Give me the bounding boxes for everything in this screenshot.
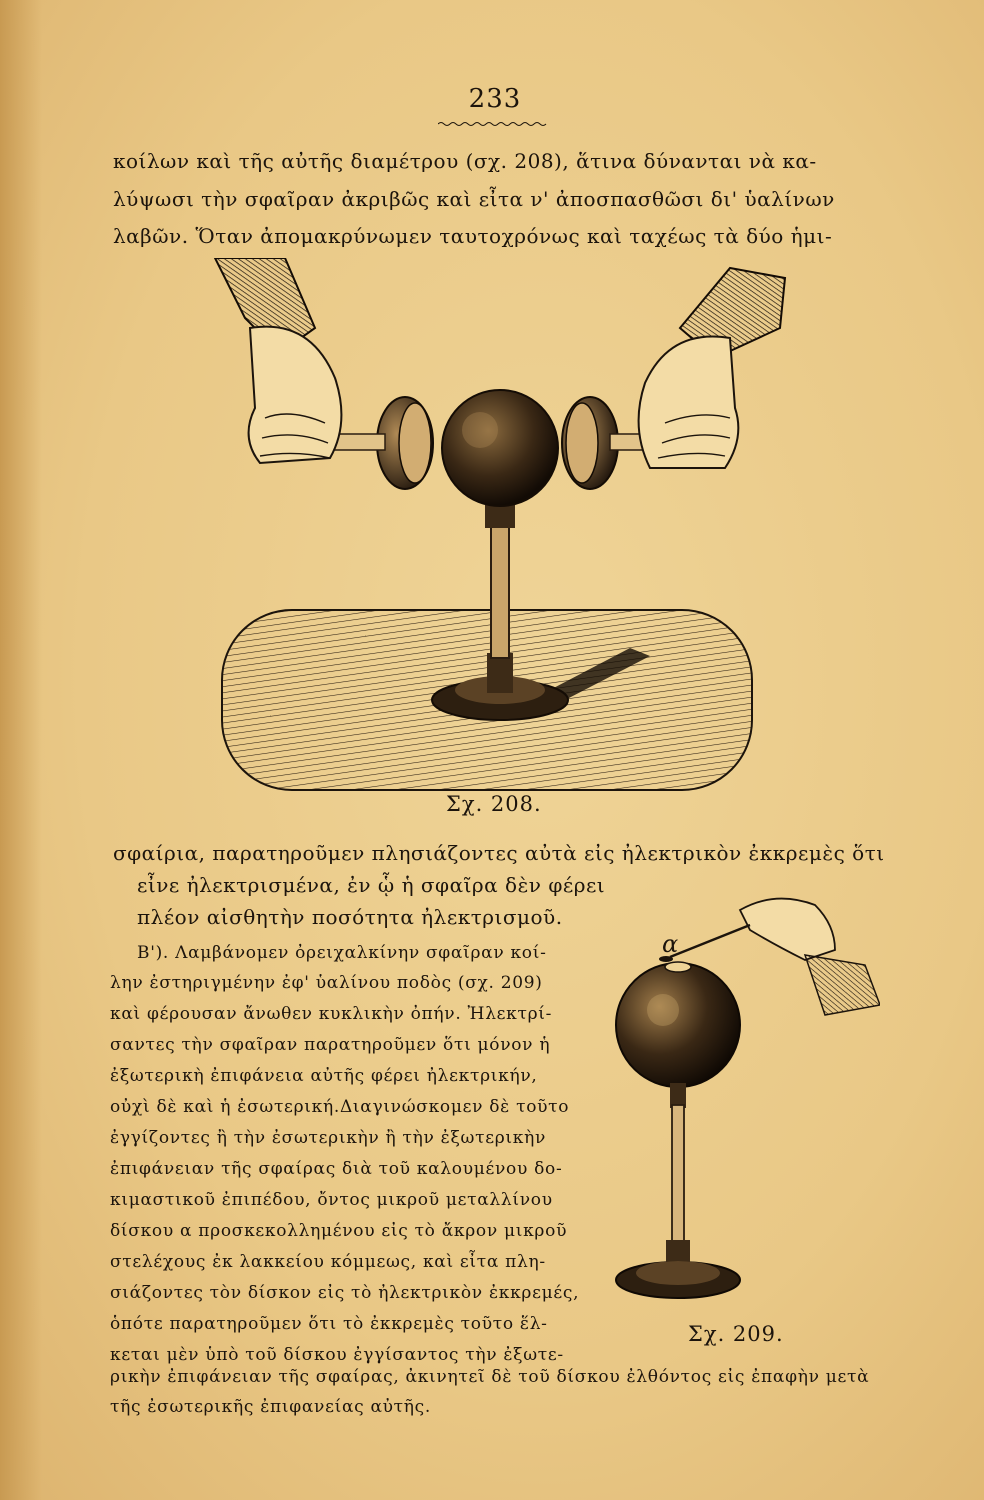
text-line: στελέχους ἐκ λακκείου κόμμεως, καὶ εἶτα πλη- [110,1252,546,1272]
text-line: κεται μὲν ὑπὸ τοῦ δίσκου ἐγγίσαντος τὴν ἐξωτε- [110,1345,564,1365]
text-line: Β'). Λαμβάνομεν ὀρειχαλκίνην σφαῖραν κοί- [137,943,547,963]
text-line: λύψωσι τὴν σφαῖραν ἀκριβῶς καὶ εἶτα ν' ἀποσπασθῶσι δι' ὑαλίνων [113,187,835,211]
text-line: λαβῶν. Ὅταν ἀπομακρύνωμεν ταυτοχρόνως καὶ ταχέως τὰ δύο ἡμι- [113,224,833,248]
text-line: σαντες τὴν σφαῖραν παρατηροῦμεν ὅτι μόνον ἡ [110,1035,551,1055]
figure-208-caption: Σχ. 208. [446,792,542,816]
text-line: εἶνε ἠλεκτρισμένα, ἐν ᾧ ἡ σφαῖρα δὲν φέρει [137,873,606,897]
text-line: οὐχὶ δὲ καὶ ἡ ἐσωτερική.Διαγινώσκομεν δὲ τοῦτο [110,1097,570,1117]
text-line: τῆς ἐσωτερικῆς ἐπιφανείας αὐτῆς. [110,1397,431,1417]
figure-208-illustration [210,258,790,798]
text-line: ρικὴν ἐπιφάνειαν τῆς σφαίρας, ἀκινητεῖ δὲ τοῦ δίσκου ἐλθόντος εἰς ἐπαφὴν μετὰ [110,1367,870,1387]
text-line: κοίλων καὶ τῆς αὐτῆς διαμέτρου (σχ. 208), ἅτινα δύνανται νὰ κα- [113,149,817,173]
text-line: πλέον αἰσθητὴν ποσότητα ἠλεκτρισμοῦ. [137,905,563,929]
text-line: λην ἐστηριγμένην ἐφ' ὑαλίνου ποδὸς (σχ. 209) [110,973,543,993]
text-line: ἐξωτερικὴ ἐπιφάνεια αὐτῆς φέρει ἠλεκτρικήν, [110,1066,538,1086]
text-line: καὶ φέρουσαν ἄνωθεν κυκλικὴν ὀπήν. Ἠλεκτρί- [110,1004,553,1024]
figure-209-label-a: α [662,930,680,958]
text-line: δίσκου α προσκεκολλημένου εἰς τὸ ἄκρον μικροῦ [110,1221,568,1241]
text-line: ἐπιφάνειαν τῆς σφαίρας διὰ τοῦ καλουμένου δο- [110,1159,563,1179]
text-line: σφαίρια, παρατηροῦμεν πλησιάζοντες αὐτὰ εἰς ἠλεκτρικὸν ἐκκρεμὲς ὅτι [113,841,885,865]
text-line: κιμαστικοῦ ἐπιπέδου, ὄντος μικροῦ μεταλλίνου [110,1190,553,1210]
text-line: ὁπότε παρατηροῦμεν ὅτι τὸ ἐκκρεμὲς τοῦτο ἕλ- [110,1314,548,1334]
page-edge-shadow [0,0,42,1500]
text-line: σιάζοντες τὸν δίσκον εἰς τὸ ἠλεκτρικὸν ἐκκρεμές, [110,1283,580,1303]
page-number: 233 [468,84,522,114]
text-line: ἐγγίζοντες ἢ τὴν ἐσωτερικὴν ἢ τὴν ἐξωτερικὴν [110,1128,547,1148]
figure-209-caption: Σχ. 209. [688,1322,784,1346]
page-number-ornament [438,121,548,127]
figure-209-illustration [600,885,880,1330]
